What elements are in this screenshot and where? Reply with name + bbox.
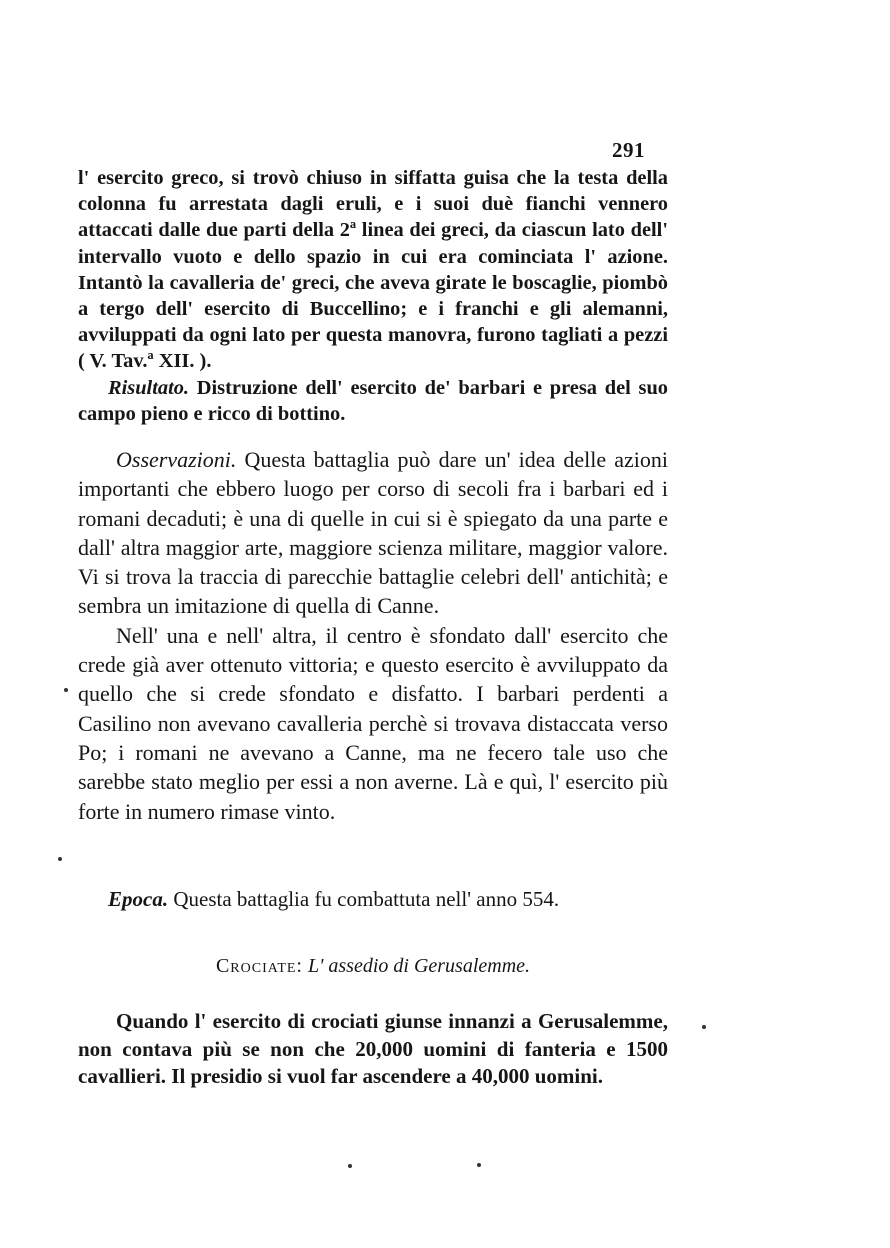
risultato-paragraph bbox=[78, 375, 668, 427]
epoca-paragraph bbox=[78, 885, 668, 913]
epoca-text: Questa battaglia fu combattuta nell' anno 554. bbox=[168, 887, 560, 911]
risultato-label: Risultato. bbox=[108, 376, 190, 399]
print-speck bbox=[58, 857, 62, 861]
epoca-label: Epoca. bbox=[108, 887, 169, 911]
print-speck bbox=[477, 1163, 481, 1167]
epoca-block bbox=[78, 885, 668, 913]
page-number: 291 bbox=[612, 138, 645, 162]
section-heading bbox=[78, 955, 668, 978]
osservazioni-paragraph bbox=[78, 445, 668, 621]
comparison-paragraph: Nell' una e nell' altra, il centro è sfondato dall' esercito che crede già aver ottenuto vittoria; e questo esercito è avviluppato da quello che si crede sfondato e disfatto. I barbari perdenti a Casilino non avevano cavalleria perchè si trovava distaccata verso Po; i romani ne avevano a Canne, ma ne fecero tale uso che sarebbe stato meglio per essi a non averne. Là e quì, l' esercito più forte in numero rimase vinto. bbox=[78, 622, 668, 824]
siege-paragraph: Quando l' esercito di crociati giunse innanzi a Gerusalemme, non contava più se non che 20,000 uomini di fanteria e 1500 cavallieri. Il presidio si vuol far ascendere a 40,000 uomini. bbox=[78, 1009, 668, 1088]
battle-paragraph: l' esercito greco, si trovò chiuso in siffatta guisa che la testa della colonna fu arrestata dagli eruli, e i suoi duè fianchi vennero attaccati dalle due parti della 2ª linea dei greci, da ciascun lato dell' intervallo vuoto e dello spazio in cui era cominciata l' azione. Intantò la cavalleria de' greci, che aveva girate le boscaglie, piombò a tergo dell' esercito di Buccellino; e i franchi e gli alemanni, avviluppati da ogni lato per questa manovra, furono tagliati a pezzi ( V. Tav.ª XII. ). bbox=[78, 167, 668, 373]
print-speck bbox=[702, 1025, 706, 1029]
osservazioni-label: Osservazioni. bbox=[116, 447, 237, 472]
risultato-text: Distruzione dell' esercito de' barbari e presa del suo campo pieno e ricco di bottino. bbox=[78, 376, 668, 425]
siege-block bbox=[78, 1008, 668, 1091]
section-label: Crociate: bbox=[215, 955, 303, 977]
battle-narrative-block bbox=[78, 165, 668, 427]
osservazioni-text: Questa battaglia può dare un' idea delle azioni importanti che ebbero luogo per corso di secoli fra i barbari ed i romani decaduti; è una di quelle in cui si è spiegato da una parte e dall' altra maggior arte, maggiore scienza militare, maggior valore. Vi si trova la traccia di parecchie battaglie celebri dell' antichità; e sembra un imitazione di quella di Canne. bbox=[78, 447, 668, 619]
print-speck bbox=[64, 688, 68, 692]
print-speck bbox=[348, 1164, 352, 1168]
observations-block bbox=[78, 445, 668, 826]
section-title: L' assedio di Gerusalemme. bbox=[307, 955, 531, 977]
